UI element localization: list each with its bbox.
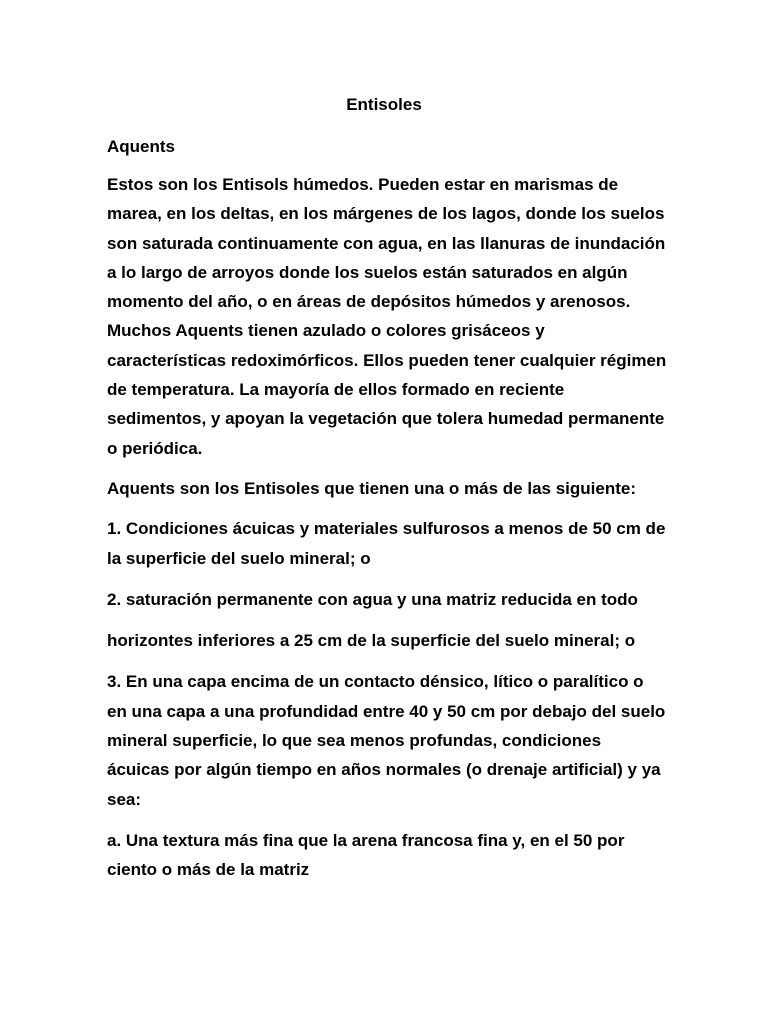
criterion-3: 3. En una capa encima de un contacto dénsico, lítico o paralítico o en una capa a una profundidad entre 40 y 50 cm por debajo del suelo mineral superficie, lo que sea menos profundas, condiciones ácuicas por algún tiempo en años normales (o drenaje artificial) y ya sea:: [107, 672, 666, 809]
criterion-3a: a. Una textura más fina que la arena francosa fina y, en el 50 por ciento o más de la matriz: [107, 830, 625, 880]
paragraph-intro: Estos son los Entisols húmedos. Pueden estar en marismas de marea, en los deltas, en los márgenes de los lagos, donde los suelos son saturada continuamente con agua, en las llanuras de inundación a lo largo de arroyos donde los suelos están saturados en algún momento del año, o en áreas de depósitos húmedos y arenosos. Muchos Aquents tienen azulado o colores grisáceos y características redoximórficos. Ellos pueden tener cualquier régimen de temperatura. La mayoría de ellos formado en reciente sedimentos, y apoyan la vegetación que tolera humedad permanente o periódica.: [107, 175, 667, 458]
document-body: [107, 136, 667, 885]
section-heading: Aquents: [107, 137, 175, 156]
paragraph-definition: Aquents son los Entisoles que tienen una o más de las siguiente:: [107, 478, 636, 498]
criterion-2-line-2: horizontes inferiores a 25 cm de la superficie del suelo mineral; o: [107, 631, 636, 651]
document-title: Entisoles: [346, 95, 422, 114]
criterion-2-line-1: 2. saturación permanente con agua y una matriz reducida en todo: [107, 589, 638, 609]
criterion-1: 1. Condiciones ácuicas y materiales sulfurosos a menos de 50 cm de la superficie del suelo mineral; o: [107, 519, 666, 568]
